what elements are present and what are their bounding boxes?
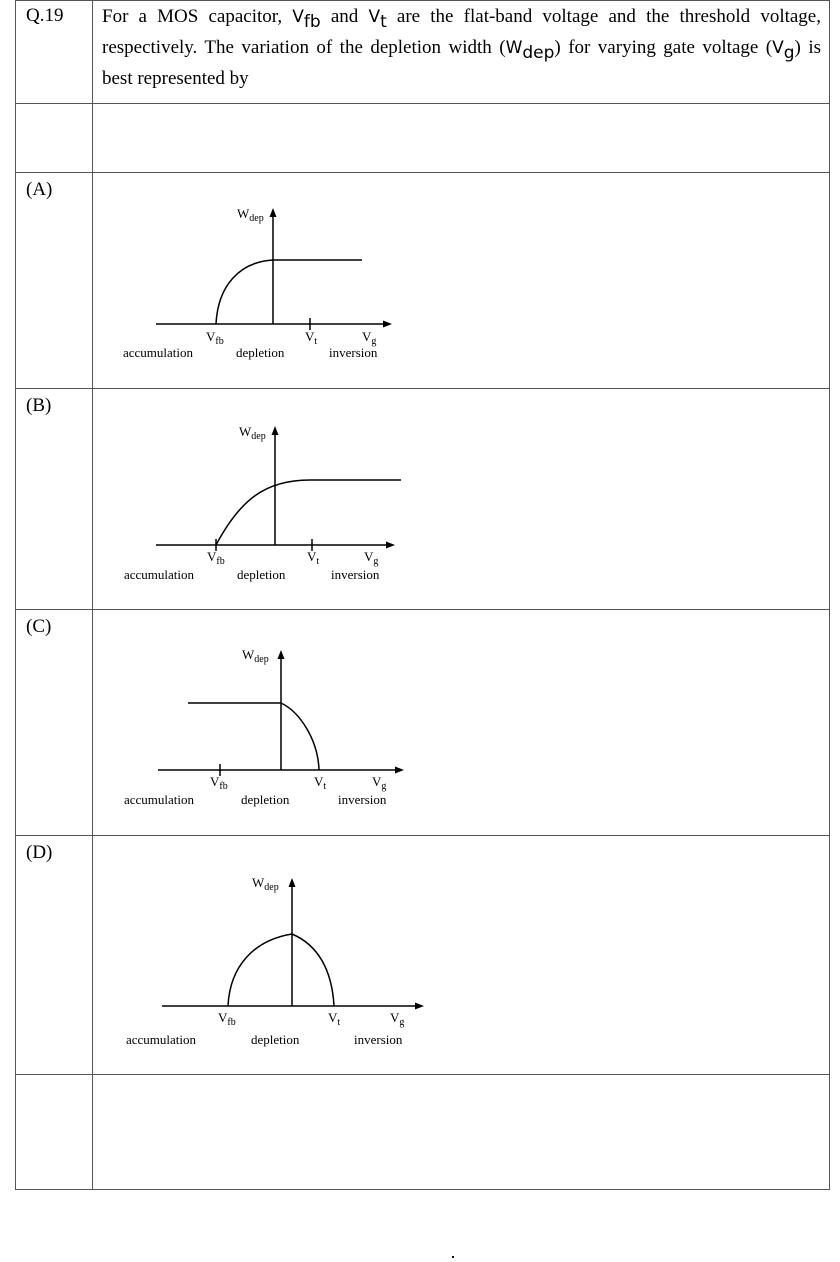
option-label-a: (A) [26, 179, 53, 200]
accumulation-label: accumulation [124, 792, 195, 807]
vt-label: $V_t$ [328, 1010, 341, 1028]
accumulation-label: accumulation [126, 1032, 197, 1047]
inversion-label: inversion [338, 792, 387, 807]
depletion-label: depletion [237, 567, 286, 582]
vg-label: $V_g$ [362, 329, 377, 347]
question-text: For a MOS capacitor, $V_{fb}$ and $V_t$ are the flat-band voltage and the threshold voltage, respectively. The variation of the depletion width $(W_{dep})$ for varying gate voltage $(V_g)$ is best represented by [102, 6, 821, 89]
vfb-label: $V_{fb}$ [206, 329, 224, 347]
accumulation-label: accumulation [123, 345, 194, 360]
inversion-label: inversion [331, 567, 380, 582]
depletion-label: depletion [241, 792, 290, 807]
wdep-curve [216, 480, 401, 545]
y-axis-arrow [272, 426, 279, 435]
vg-label: $V_g$ [372, 774, 387, 792]
x-axis-arrow [395, 767, 404, 774]
vfb-label: $V_{fb}$ [218, 1010, 236, 1028]
wdep-curve [216, 260, 362, 324]
option-label-d: (D) [26, 842, 53, 863]
vfb-label: $V_{fb}$ [207, 549, 225, 567]
graph-c [158, 650, 404, 776]
y-axis-arrow [289, 878, 296, 887]
accumulation-label: accumulation [124, 567, 195, 582]
inversion-label: inversion [354, 1032, 403, 1047]
option-label-c: (C) [26, 616, 52, 637]
x-axis-arrow [415, 1003, 424, 1010]
inversion-label: inversion [329, 345, 378, 360]
vg-label: $V_g$ [390, 1010, 405, 1028]
graph-a [156, 208, 392, 330]
depletion-label: depletion [236, 345, 285, 360]
vt-label: $V_t$ [314, 774, 327, 792]
wdep-curve [188, 703, 319, 770]
x-axis-arrow [383, 321, 392, 328]
vt-label: $V_t$ [305, 329, 318, 347]
question-number: Q.19 [26, 5, 64, 26]
wdep-label: $W_{dep}$ [242, 647, 269, 665]
page-mark [452, 1256, 454, 1258]
y-axis-arrow [278, 650, 285, 659]
x-axis-arrow [386, 542, 395, 549]
vg-label: $V_g$ [364, 549, 379, 567]
y-axis-arrow [270, 208, 277, 217]
option-label-b: (B) [26, 395, 52, 416]
wdep-label: $W_{dep}$ [239, 424, 266, 442]
vt-label: $V_t$ [307, 549, 320, 567]
graph-d [162, 878, 424, 1010]
wdep-label: $W_{dep}$ [252, 875, 279, 893]
wdep-curve [228, 934, 334, 1006]
graph-b [156, 426, 401, 551]
vfb-label: $V_{fb}$ [210, 774, 228, 792]
depletion-label: depletion [251, 1032, 300, 1047]
wdep-label: $W_{dep}$ [237, 206, 264, 224]
